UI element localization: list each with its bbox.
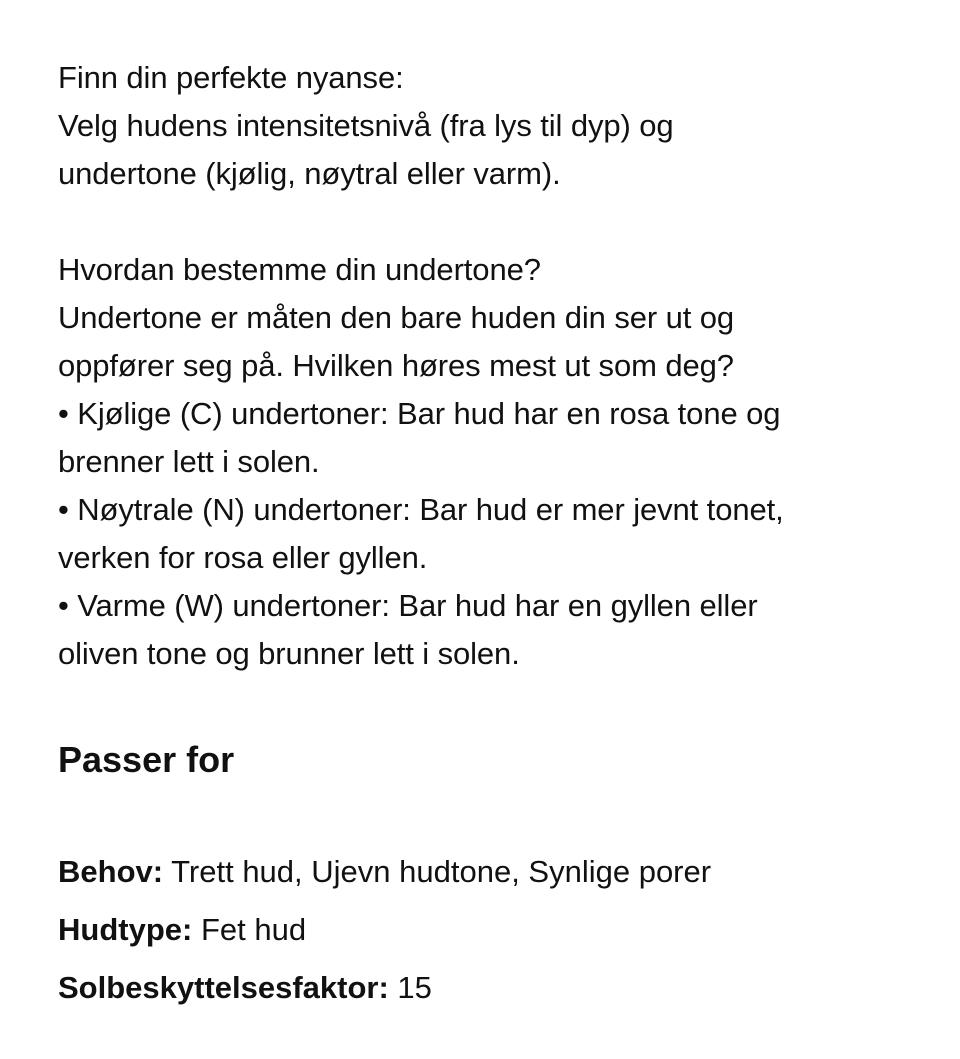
- attribute-label: Hudtype:: [58, 912, 193, 947]
- undertone-title: Hvordan bestemme din undertone?: [58, 252, 541, 287]
- attribute-label: Solbeskyttelsesfaktor:: [58, 970, 389, 1005]
- description-text: [58, 54, 938, 678]
- intro-text-line: undertone (kjølig, nøytral eller varm).: [58, 156, 561, 191]
- undertone-text-line: oliven tone og brunner lett i solen.: [58, 636, 520, 671]
- attribute-value: Fet hud: [192, 912, 307, 947]
- undertone-text-line: • Varme (W) undertoner: Bar hud har en gyllen eller: [58, 588, 758, 623]
- attribute-label: Behov:: [58, 854, 164, 889]
- attribute-needs: [58, 843, 711, 901]
- paragraph-spacer: [58, 198, 938, 246]
- attribute-skin-type: [58, 901, 711, 959]
- attribute-value: 15: [388, 970, 432, 1005]
- undertone-text-line: • Nøytrale (N) undertoner: Bar hud er mer jevnt tonet,: [58, 492, 784, 527]
- undertone-text-line: verken for rosa eller gyllen.: [58, 540, 428, 575]
- attribute-spf: [58, 959, 711, 1017]
- intro-text-line: Velg hudens intensitetsnivå (fra lys til dyp) og: [58, 108, 674, 143]
- undertone-text-line: brenner lett i solen.: [58, 444, 320, 479]
- suitable-for-heading: Passer for: [58, 739, 235, 780]
- attribute-value: Trett hud, Ujevn hudtone, Synlige porer: [163, 854, 712, 889]
- intro-title: Finn din perfekte nyanse:: [58, 60, 404, 95]
- undertone-text-line: Undertone er måten den bare huden din ser ut og: [58, 300, 735, 335]
- product-attributes: [58, 843, 711, 1017]
- undertone-text-line: oppfører seg på. Hvilken høres mest ut som deg?: [58, 348, 734, 383]
- undertone-text-line: • Kjølige (C) undertoner: Bar hud har en rosa tone og: [58, 396, 781, 431]
